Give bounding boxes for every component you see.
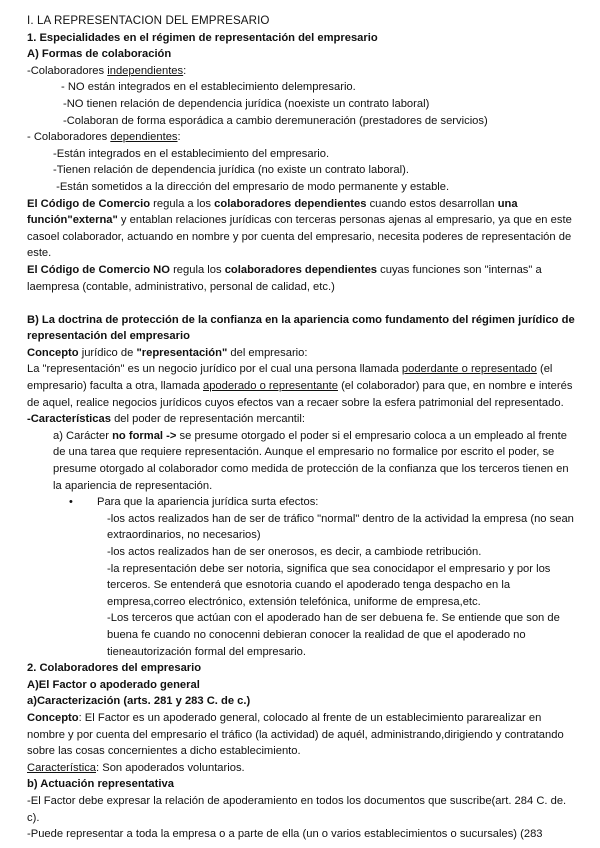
spacer [27,295,575,312]
bullet-sub-item: -los actos realizados han de ser onerosos, es decir, a cambiode retribución. [107,546,482,558]
factor-heading: A)El Factor o apoderado general [27,678,200,691]
section-2-heading: 2. Colaboradores del empresario [27,662,202,675]
independent-collaborators-label: -Colaboradores independientes: [27,64,187,77]
dependent-collaborators-label: - Colaboradores dependientes: [27,131,181,144]
bullet-text: Para que la apariencia jurídica surta efectos: [97,496,319,509]
subsection-a-heading: A) Formas de colaboración [27,48,172,61]
representative-action-item: -El Factor debe expresar la relación de apoderamiento en todos los documentos que suscribe(art. 284 C. de. c). [27,794,567,824]
paragraph-codigo-comercio: El Código de Comercio regula a los colaboradores dependientes cuando estos desarrollan una función"externa" y entablan relaciones jurídicas con terceras personas ajenas al empresario, ya que en este casoel colaborador, actuando en nombre y por cuenta del empresario, necesita poderes de representación de este. [27,197,572,260]
subsection-b-heading: B) La doctrina de protección de la confianza en la apariencia como fundamento del régimen jurídico de representación del empresario [27,313,575,343]
factor-characteristic: Característica: Son apoderados voluntarios. [27,761,245,774]
independent-item: -NO tienen relación de dependencia jurídica (noexiste un contrato laboral) [63,97,430,110]
concept-line: Concepto jurídico de "representación" del empresario: [27,346,308,359]
dependent-item: -Tienen relación de dependencia jurídica (no existe un contrato laboral). [53,164,409,177]
independent-item: -Colaboran de forma esporádica a cambio deremuneración (prestadores de servicios) [63,114,488,127]
section-1-heading: 1. Especialidades en el régimen de representación del empresario [27,31,378,44]
bullet-item [27,494,575,511]
representative-action-heading: b) Actuación representativa [27,778,174,791]
characterization-heading: a)Caracterización (arts. 281 y 283 C. de c.) [27,695,251,708]
bullet-sub-item: -los actos realizados han de ser de tráfico "normal" dentro de la actividad la empresa (no sean extraordinarios, no necesarios) [107,512,574,542]
dependent-item: -Están sometidos a la dirección del empresario de modo permanente y estable. [53,180,450,193]
characteristic-a: a) Carácter no formal -> se presume otorgado el poder si el empresario coloca a un empleado al frente de una tarea que requiere representación. Aunque el empresario no formalice por escrito el poder, se presume otorgado al colaborador como medida de protección de la confianza que los terceros tienen en la apariencia de representación. [53,429,569,492]
characteristics-line: -Características del poder de representación mercantil: [27,413,305,426]
representative-action-item: -Puede representar a toda la empresa o a parte de ella (un o varios establecimientos o sucursales) (283 [27,828,543,841]
bullet-sub-item: -Los terceros que actúan con el apoderado han de ser debuena fe. Se entiende que son de buena fe cuando no conocenni debieran conocer la realidad de que el apoderado no tieneautorización formal del empresario. [107,612,560,658]
bullet-icon: • [69,496,73,509]
dependent-item: -Están integrados en el establecimiento del empresario. [53,147,330,160]
representation-definition: La "representación" es un negocio jurídico por el cual una persona llamada poderdante o representado (el empresario) faculta a otra, llamada apoderado o representante (el colaborador) para que, en nombre e interés de aquel, realice negocios jurídicos cuyos efectos van a recaer sobre la esfera patrimonial del representado. [27,363,573,409]
independent-item: - NO están integrados en el establecimiento delempresario. [61,81,356,94]
document-title: I. LA REPRESENTACION DEL EMPRESARIO [27,14,270,27]
paragraph-codigo-comercio-no: El Código de Comercio NO regula los colaboradores dependientes cuyas funciones son "internas" a laempresa (contable, administrativo, personal de calidad, etc.) [27,263,542,293]
factor-concept: Concepto: El Factor es un apoderado general, colocado al frente de un establecimiento pararealizar en nombre y por cuenta del empresario el tráfico (la actividad) de aquél, administrando,dirigiendo y contratando sobre las cosas concernientes a dicho establecimiento. [27,711,564,758]
bullet-sub-item: -la representación debe ser notoria, significa que sea conocidapor el empresario y por los terceros. Se entenderá que esnotoria cuando el apoderado tenga despacho en la empresa,correo electrónico, extensión telefónica, uniforme de empresa,etc. [107,562,551,608]
